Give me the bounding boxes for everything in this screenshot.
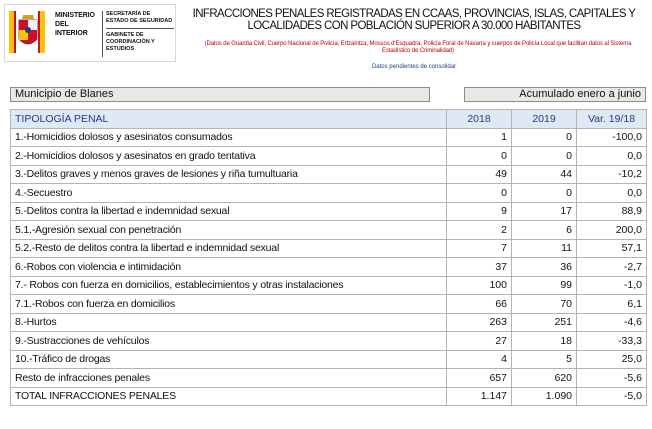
value-variation: -2,7 bbox=[577, 258, 647, 277]
value-2019: 17 bbox=[512, 202, 577, 221]
secretaria-name: SECRETARÍA DE ESTADO DE SEGURIDAD bbox=[106, 11, 173, 24]
pending-note: Datos pendientes de consolidar bbox=[371, 64, 457, 70]
column-header-2019: 2019 bbox=[512, 110, 577, 129]
value-variation: -10,2 bbox=[577, 165, 647, 184]
value-2019: 11 bbox=[512, 239, 577, 258]
crime-table bbox=[10, 109, 647, 406]
value-variation: 200,0 bbox=[577, 221, 647, 240]
value-variation: -4,6 bbox=[577, 313, 647, 332]
row-label: 7.1.-Robos con fuerza en domicilios bbox=[11, 295, 447, 314]
table-row bbox=[11, 165, 647, 184]
ministry-logo bbox=[4, 4, 176, 62]
value-variation: 25,0 bbox=[577, 350, 647, 369]
table-row bbox=[11, 332, 647, 351]
row-label: 1.-Homicidios dolosos y asesinatos consumados bbox=[11, 128, 447, 147]
table-row bbox=[11, 202, 647, 221]
value-variation: -5,6 bbox=[577, 369, 647, 388]
column-header-variation: Var. 19/18 bbox=[577, 110, 647, 129]
row-label: 9.-Sustracciones de vehículos bbox=[11, 332, 447, 351]
table-row bbox=[11, 295, 647, 314]
row-label: 4.-Secuestro bbox=[11, 184, 447, 203]
row-label: 3.-Delitos graves y menos graves de lesiones y riña tumultuaria bbox=[11, 165, 447, 184]
value-2018: 100 bbox=[447, 276, 512, 295]
row-label: 2.-Homicidios dolosos y asesinatos en grado tentativa bbox=[11, 147, 447, 166]
value-2018: 0 bbox=[447, 184, 512, 203]
value-variation: 0,0 bbox=[577, 184, 647, 203]
table-row bbox=[11, 184, 647, 203]
table-row bbox=[11, 221, 647, 240]
value-2019: 6 bbox=[512, 221, 577, 240]
row-label: 7.- Robos con fuerza en domicilios, establecimientos y otras instalaciones bbox=[11, 276, 447, 295]
value-2019: 36 bbox=[512, 258, 577, 277]
value-variation: 88,9 bbox=[577, 202, 647, 221]
period-box: Acumulado enero a junio bbox=[464, 87, 646, 102]
row-label: Resto de infracciones penales bbox=[11, 369, 447, 388]
value-2019: 99 bbox=[512, 276, 577, 295]
value-2019: 1.090 bbox=[512, 387, 577, 406]
table-row bbox=[11, 276, 647, 295]
ministry-name bbox=[55, 11, 103, 38]
municipality-box: Municipio de Blanes bbox=[10, 87, 430, 102]
ministry-line-2: DEL INTERIOR bbox=[55, 21, 88, 37]
value-2018: 263 bbox=[447, 313, 512, 332]
value-variation: -33,3 bbox=[577, 332, 647, 351]
table-row bbox=[11, 313, 647, 332]
secretaria-rule bbox=[106, 28, 174, 29]
ministry-line-1: MINISTERIO bbox=[55, 12, 95, 19]
table-row bbox=[11, 258, 647, 277]
value-2019: 0 bbox=[512, 147, 577, 166]
row-label: 6.-Robos con violencia e intimidación bbox=[11, 258, 447, 277]
value-2019: 18 bbox=[512, 332, 577, 351]
coat-of-arms-icon bbox=[9, 9, 47, 57]
row-label: 5.-Delitos contra la libertad e indemnidad sexual bbox=[11, 202, 447, 221]
value-variation: -1,0 bbox=[577, 276, 647, 295]
table-row bbox=[11, 350, 647, 369]
value-2018: 49 bbox=[447, 165, 512, 184]
value-2018: 4 bbox=[447, 350, 512, 369]
value-2018: 37 bbox=[447, 258, 512, 277]
value-2018: 657 bbox=[447, 369, 512, 388]
value-2019: 44 bbox=[512, 165, 577, 184]
table-total-row bbox=[11, 387, 647, 406]
value-2019: 251 bbox=[512, 313, 577, 332]
row-label: 5.2.-Resto de delitos contra la libertad e indemnidad sexual bbox=[11, 239, 447, 258]
column-header-2018: 2018 bbox=[447, 110, 512, 129]
row-label: 5.1.-Agresión sexual con penetración bbox=[11, 221, 447, 240]
value-2018: 0 bbox=[447, 147, 512, 166]
column-header-tipologia: TIPOLOGÍA PENAL bbox=[11, 110, 447, 129]
value-2018: 2 bbox=[447, 221, 512, 240]
value-2018: 66 bbox=[447, 295, 512, 314]
value-2019: 70 bbox=[512, 295, 577, 314]
value-variation: 57,1 bbox=[577, 239, 647, 258]
value-variation: -100,0 bbox=[577, 128, 647, 147]
page-title: INFRACCIONES PENALES REGISTRADAS EN CCAAS, PROVINCIAS, ISLAS, CAPITALES Y LOCALIDADES CON POBLACIÓN SUPERIOR A 30.000 HABITANTES bbox=[192, 8, 636, 32]
value-2019: 0 bbox=[512, 128, 577, 147]
value-2019: 0 bbox=[512, 184, 577, 203]
table-row bbox=[11, 147, 647, 166]
value-2018: 1 bbox=[447, 128, 512, 147]
value-variation: 0,0 bbox=[577, 147, 647, 166]
table-header-row bbox=[11, 110, 647, 129]
table-row bbox=[11, 239, 647, 258]
value-2019: 5 bbox=[512, 350, 577, 369]
value-variation: -5,0 bbox=[577, 387, 647, 406]
value-2018: 1.147 bbox=[447, 387, 512, 406]
value-variation: 6,1 bbox=[577, 295, 647, 314]
logo-divider bbox=[102, 11, 103, 57]
table-row bbox=[11, 128, 647, 147]
row-label: TOTAL INFRACCIONES PENALES bbox=[11, 387, 447, 406]
secretaria-block bbox=[106, 11, 174, 53]
value-2019: 620 bbox=[512, 369, 577, 388]
value-2018: 7 bbox=[447, 239, 512, 258]
value-2018: 9 bbox=[447, 202, 512, 221]
gabinete-name: GABINETE DE COORDINACIÓN Y ESTUDIOS bbox=[106, 32, 155, 52]
row-label: 8.-Hurtos bbox=[11, 313, 447, 332]
page-subtitle: (Datos de Guardia Civil, Cuerpo Nacional de Policía, Ertzaintza, Mossos d'Esquadra, Policía Foral de Navarra y cuerpos de Policía Local que facilitan datos al Sistema Estadístico de Criminalidad) bbox=[204, 41, 632, 54]
row-label: 10.-Tráfico de drogas bbox=[11, 350, 447, 369]
table-row bbox=[11, 369, 647, 388]
value-2018: 27 bbox=[447, 332, 512, 351]
